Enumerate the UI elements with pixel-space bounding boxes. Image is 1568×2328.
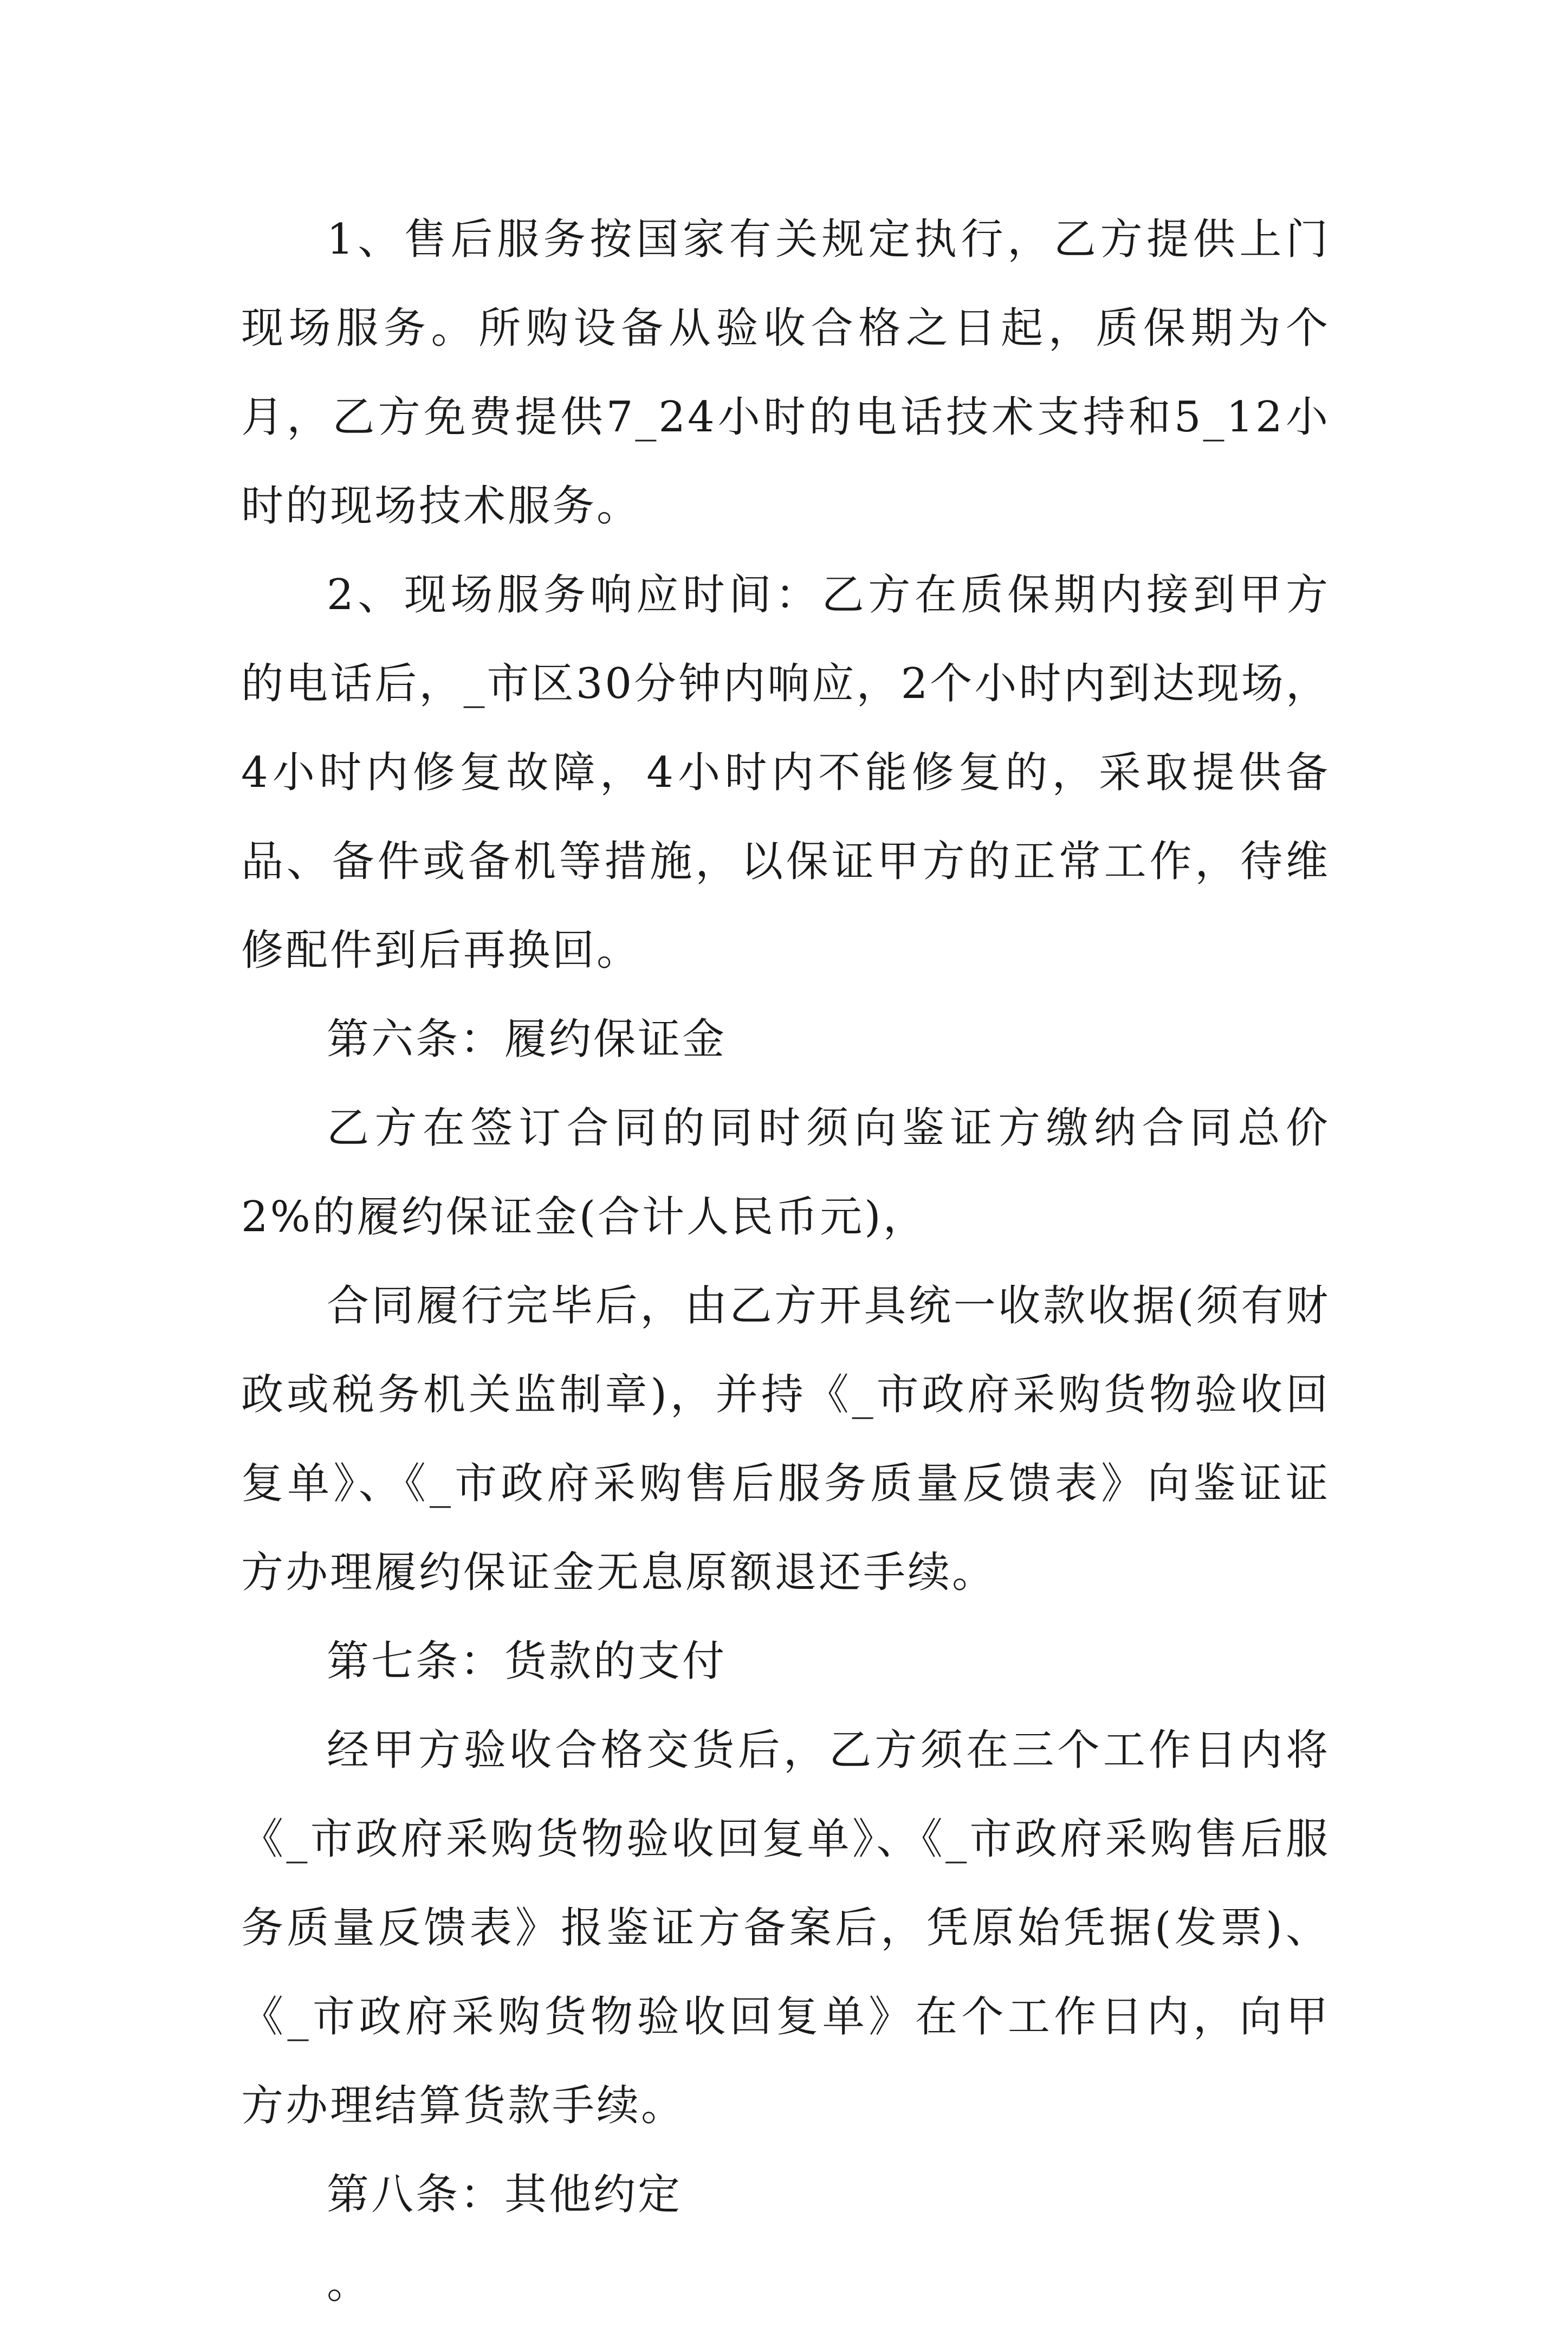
paragraph-bond-refund: 合同履行完毕后，由乙方开具统一收款收据(须有财政或税务机关监制章)，并持《_市政府采购货物验收回复单》、《_市政府采购售后服务质量反馈表》向鉴证证方办理履约保证金无息原额退还手续。 [241,1282,1330,1597]
paragraph-payment: 经甲方验收合格交货后，乙方须在三个工作日内将《_市政府采购货物验收回复单》、《_市政府采购售后服务质量反馈表》报鉴证方备案后，凭原始凭据(发票)、《_市政府采购货物验收回复单》在个工作日内，向甲方办理结算货款手续。 [241,1726,1330,2130]
paragraph-performance-bond: 乙方在签订合同的同时须向鉴证方缴纳合同总价2%的履约保证金(合计人民币元)， [241,1104,1330,1241]
paragraph-after-sales-service: 1、售后服务按国家有关规定执行，乙方提供上门现场服务。所购设备从验收合格之日起，质保期为个月，乙方免费提供7_24小时的电话技术支持和5_12小时的现场技术服务。 [241,215,1330,531]
paragraph-response-time: 2、现场服务响应时间：乙方在质保期内接到甲方的电话后，_市区30分钟内响应，2个小时内到达现场，4小时内修复故障，4小时内不能修复的，采取提供备品、备件或备机等措施，以保证甲方的正常工作，待维修配件到后再换回。 [241,571,1330,975]
section-heading-article-6: 第六条：履约保证金 [327,1015,727,1064]
section-heading-article-8: 第八条：其他约定 [327,2170,683,2219]
section-heading-article-7: 第七条：货款的支付 [327,1637,727,1686]
paragraph-other-terms: 。 [327,2259,372,2308]
document-body [241,195,1330,2328]
